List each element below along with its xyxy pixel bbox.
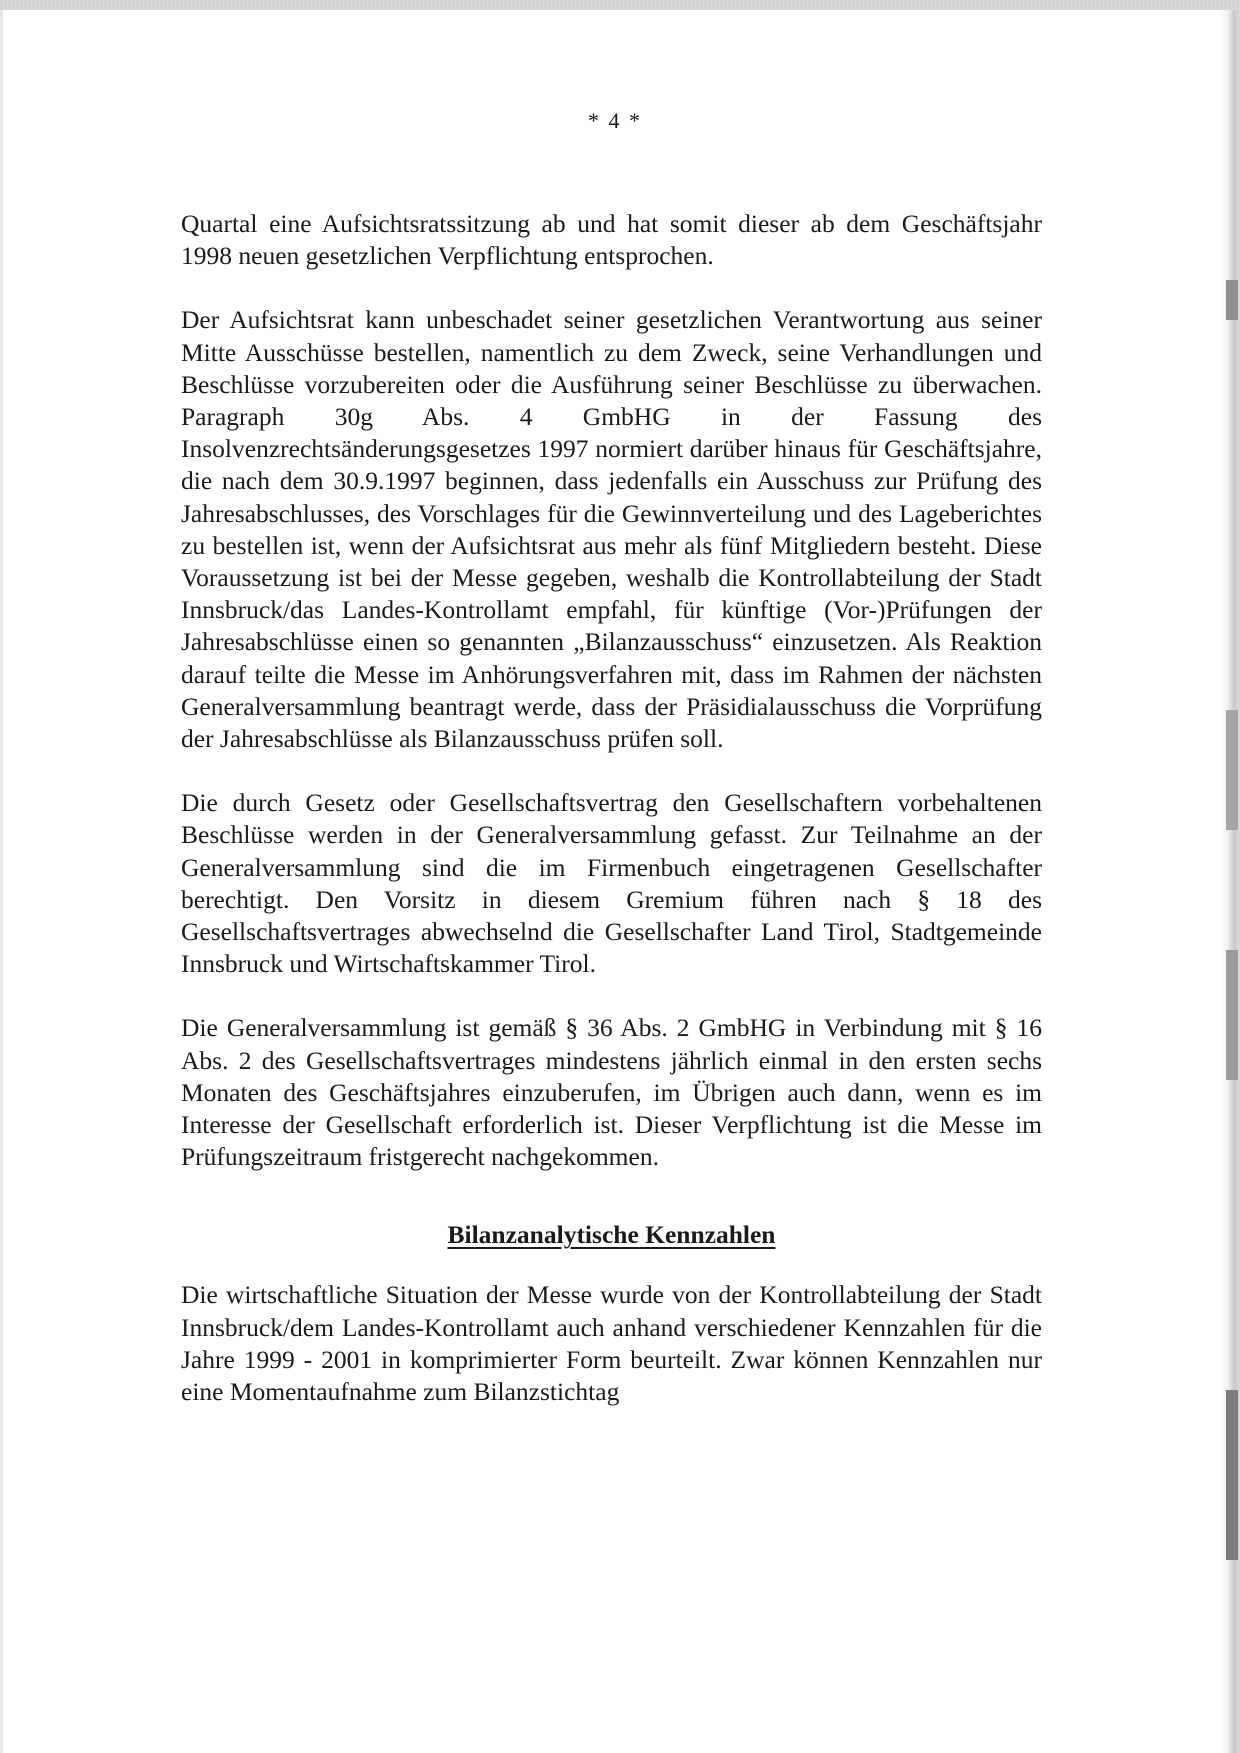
paragraph-1: Quartal eine Aufsichtsratssitzung ab und hat somit dieser ab dem Geschäftsjahr 1998 neuen gesetzlichen Verpflichtung entsprochen.	[181, 209, 1042, 271]
section-heading: Bilanzanalytische Kennzahlen	[447, 1220, 776, 1250]
paragraph-2: Der Aufsichtsrat kann unbeschadet seiner gesetzlichen Verantwortung aus seiner Mitte Ausschüsse bestellen, namentlich zu dem Zweck, seine Verhandlungen und Beschlüsse vorzubereiten oder die Ausführung seiner Beschlüsse zu überwachen. Paragraph 30g Abs. 4 GmbHG in der Fassung des Insolvenzrechtsänderungsgesetzes 1997 normiert darüber hinaus für Geschäftsjahre, die nach dem 30.9.1997 beginnen, dass jedenfalls ein Ausschuss zur Prüfung des Jahresabschlusses, des Vorschlages für die Gewinnverteilung und des Lageberichtes zu bestellen ist, wenn der Aufsichtsrat aus mehr als fünf Mitgliedern besteht. Diese Voraussetzung ist bei der Messe gegeben, weshalb die Kontrollabteilung der Stadt Innsbruck/das Landes-Kontrollamt empfahl, für künftige (Vor-)Prüfungen der Jahresabschlüsse einen so genannten „Bilanzausschuss“ einzusetzen. Als Reaktion darauf teilte die Messe im Anhörungsverfahren mit, dass im Rahmen der nächsten Generalversammlung beantragt werde, dass der Präsidialausschuss die Vorprüfung der Jahresabschlüsse als Bilanzausschuss prüfen soll.	[181, 305, 1042, 754]
document-body	[181, 208, 1042, 1440]
section-paragraph: Die wirtschaftliche Situation der Messe wurde von der Kontrollabteilung der Stadt Innsbruck/dem Landes-Kontrollamt auch anhand verschiedener Kennzahlen für die Jahre 1999 - 2001 in komprimierter Form beurteilt. Zwar können Kennzahlen nur eine Momentaufnahme zum Bilanzstichtag	[181, 1280, 1042, 1407]
scan-border-right	[1220, 10, 1240, 1753]
page-number: * 4 *	[588, 108, 642, 133]
scan-border-left	[0, 10, 3, 1753]
paragraph-4: Die Generalversammlung ist gemäß § 36 Abs. 2 GmbHG in Verbindung mit § 16 Abs. 2 des Gesellschaftsvertrages mindestens jährlich einmal in den ersten sechs Monaten des Geschäftsjahres einzuberufen, im Übrigen auch dann, wenn es im Interesse der Gesellschaft erforderlich ist. Dieser Verpflichtung ist die Messe im Prüfungszeitraum fristgerecht nachgekommen.	[181, 1013, 1042, 1172]
scan-border-top	[0, 0, 1240, 10]
scan-artifact	[1226, 710, 1238, 830]
scan-artifact	[1226, 1390, 1238, 1560]
paragraph-3: Die durch Gesetz oder Gesellschaftsvertrag den Gesellschaftern vorbehaltenen Beschlüsse werden in der Generalversammlung gefasst. Zur Teilnahme an der Generalversammlung sind die im Firmenbuch eingetragenen Gesellschafter berechtigt. Den Vorsitz in diesem Gremium führen nach § 18 des Gesellschaftsvertrages abwechselnd die Gesellschafter Land Tirol, Stadtgemeinde Innsbruck und Wirtschaftskammer Tirol.	[181, 788, 1042, 979]
scan-artifact	[1226, 280, 1238, 320]
scan-artifact	[1226, 950, 1238, 1080]
